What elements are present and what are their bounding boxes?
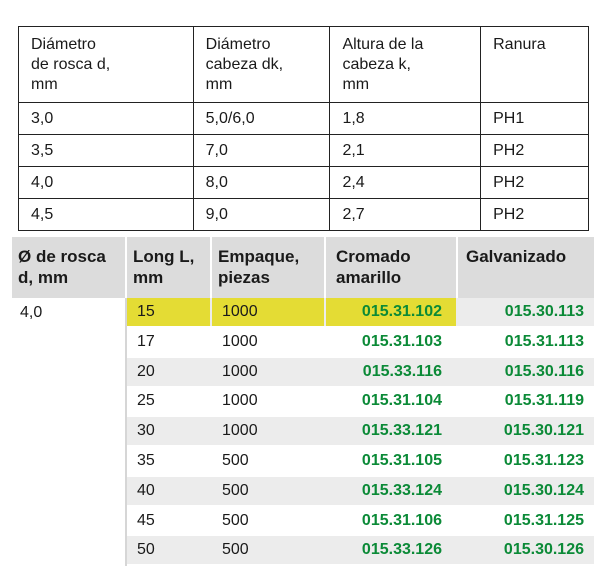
pack-cell: 500 bbox=[222, 452, 249, 469]
table-row bbox=[127, 477, 594, 505]
table-row bbox=[127, 298, 594, 326]
pack-cell: 1000 bbox=[222, 422, 258, 440]
header-line: Galvanizado bbox=[466, 247, 567, 266]
table-row bbox=[19, 135, 589, 167]
cromado-code-cell: 015.31.105 bbox=[361, 452, 442, 469]
table-row bbox=[127, 417, 594, 445]
pack-cell: 500 bbox=[222, 481, 249, 499]
header-galvanizado bbox=[458, 237, 594, 298]
table-row bbox=[127, 358, 594, 386]
table-row bbox=[127, 387, 594, 415]
cell: 9,0 bbox=[193, 199, 330, 231]
cromado-code-cell: 015.33.121 bbox=[361, 422, 442, 440]
specs-header-slot bbox=[481, 27, 589, 103]
table-row bbox=[127, 447, 594, 475]
pack-cell: 1000 bbox=[222, 392, 258, 410]
pack-cell: 500 bbox=[222, 511, 249, 529]
length-cell: 50 bbox=[137, 541, 155, 559]
length-cell: 17 bbox=[137, 332, 155, 350]
header-line: Cromado bbox=[336, 247, 411, 266]
table-row bbox=[127, 536, 594, 564]
pack-cell: 500 bbox=[222, 541, 249, 559]
length-cell: 15 bbox=[127, 298, 210, 326]
galvanizado-code-cell: 015.30.116 bbox=[504, 362, 584, 380]
header-pack bbox=[212, 237, 324, 298]
length-cell: 20 bbox=[137, 362, 155, 380]
cromado-code-cell: 015.31.103 bbox=[361, 332, 442, 350]
galvanizado-code-cell: 015.31.119 bbox=[504, 392, 584, 410]
header-length bbox=[127, 237, 210, 298]
cromado-code-cell: 015.33.126 bbox=[361, 541, 442, 559]
length-cell: 30 bbox=[137, 422, 155, 440]
header-line: Diámetro bbox=[205, 36, 271, 53]
length-cell: 35 bbox=[137, 452, 155, 469]
cromado-code-cell: 015.31.102 bbox=[326, 298, 456, 326]
header-line: mm bbox=[133, 268, 164, 287]
cell: 4,0 bbox=[19, 167, 194, 199]
galvanizado-code-cell: 015.30.121 bbox=[503, 422, 584, 440]
table-row bbox=[19, 103, 589, 135]
header-line: cabeza dk, bbox=[205, 56, 284, 73]
cell: 1,8 bbox=[330, 103, 481, 135]
header-line: de rosca d, bbox=[31, 56, 111, 73]
header-line: mm bbox=[342, 76, 370, 93]
cromado-code-cell: 015.33.124 bbox=[361, 481, 442, 499]
galvanizado-code-cell: 015.31.125 bbox=[503, 511, 584, 529]
specs-header-row bbox=[19, 27, 589, 103]
galvanizado-code-cell: 015.30.126 bbox=[503, 541, 584, 559]
header-cromado bbox=[326, 237, 456, 298]
header-line: Ø de rosca bbox=[18, 247, 106, 266]
galvanizado-code-cell: 015.30.124 bbox=[503, 481, 584, 499]
cell: PH2 bbox=[481, 135, 589, 167]
cell: 3,5 bbox=[19, 135, 194, 167]
cell: 2,1 bbox=[330, 135, 481, 167]
cell: 2,4 bbox=[330, 167, 481, 199]
header-line: mm bbox=[31, 76, 58, 93]
specs-header-head-height bbox=[330, 27, 481, 103]
header-line: Diámetro bbox=[31, 36, 96, 53]
table-row bbox=[19, 199, 589, 231]
header-line: Empaque, bbox=[218, 247, 300, 266]
header-line: Long L, bbox=[133, 247, 195, 266]
pack-cell: 1000 bbox=[222, 332, 258, 350]
header-line: Ranura bbox=[493, 36, 546, 53]
cell: 8,0 bbox=[193, 167, 330, 199]
cell: PH2 bbox=[481, 167, 589, 199]
cell: 7,0 bbox=[193, 135, 330, 167]
cell: PH1 bbox=[481, 103, 589, 135]
cell: 3,0 bbox=[19, 103, 194, 135]
cell: 2,7 bbox=[330, 199, 481, 231]
length-cell: 25 bbox=[137, 392, 155, 410]
length-cell: 40 bbox=[137, 481, 155, 499]
specs-header-thread-diameter bbox=[19, 27, 194, 103]
galvanizado-code-cell: 015.30.113 bbox=[504, 303, 584, 320]
cell: 5,0/6,0 bbox=[193, 103, 330, 135]
cell: PH2 bbox=[481, 199, 589, 231]
table-row bbox=[19, 167, 589, 199]
header-line: amarillo bbox=[336, 268, 402, 287]
header-line: piezas bbox=[218, 268, 270, 287]
header-line: Altura de la bbox=[342, 36, 424, 53]
cromado-code-cell: 015.31.106 bbox=[361, 511, 442, 529]
header-line: d, mm bbox=[18, 268, 69, 287]
products-header bbox=[12, 237, 594, 298]
length-cell: 45 bbox=[137, 511, 155, 529]
cell: 4,5 bbox=[19, 199, 194, 231]
thread-diameter-value: 4,0 bbox=[20, 304, 43, 321]
cromado-code-cell: 015.31.104 bbox=[361, 392, 442, 410]
galvanizado-code-cell: 015.31.113 bbox=[504, 332, 584, 350]
pack-cell: 1000 bbox=[212, 298, 324, 326]
specs-header-head-diameter bbox=[193, 27, 330, 103]
header-line: cabeza k, bbox=[342, 56, 411, 73]
specs-table bbox=[18, 26, 589, 231]
galvanizado-code-cell: 015.31.123 bbox=[503, 452, 584, 469]
table-row bbox=[127, 328, 594, 356]
pack-cell: 1000 bbox=[222, 362, 258, 380]
header-thread-diameter bbox=[12, 237, 125, 298]
header-line: mm bbox=[205, 76, 233, 93]
cromado-code-cell: 015.33.116 bbox=[362, 362, 442, 380]
table-row bbox=[127, 507, 594, 535]
